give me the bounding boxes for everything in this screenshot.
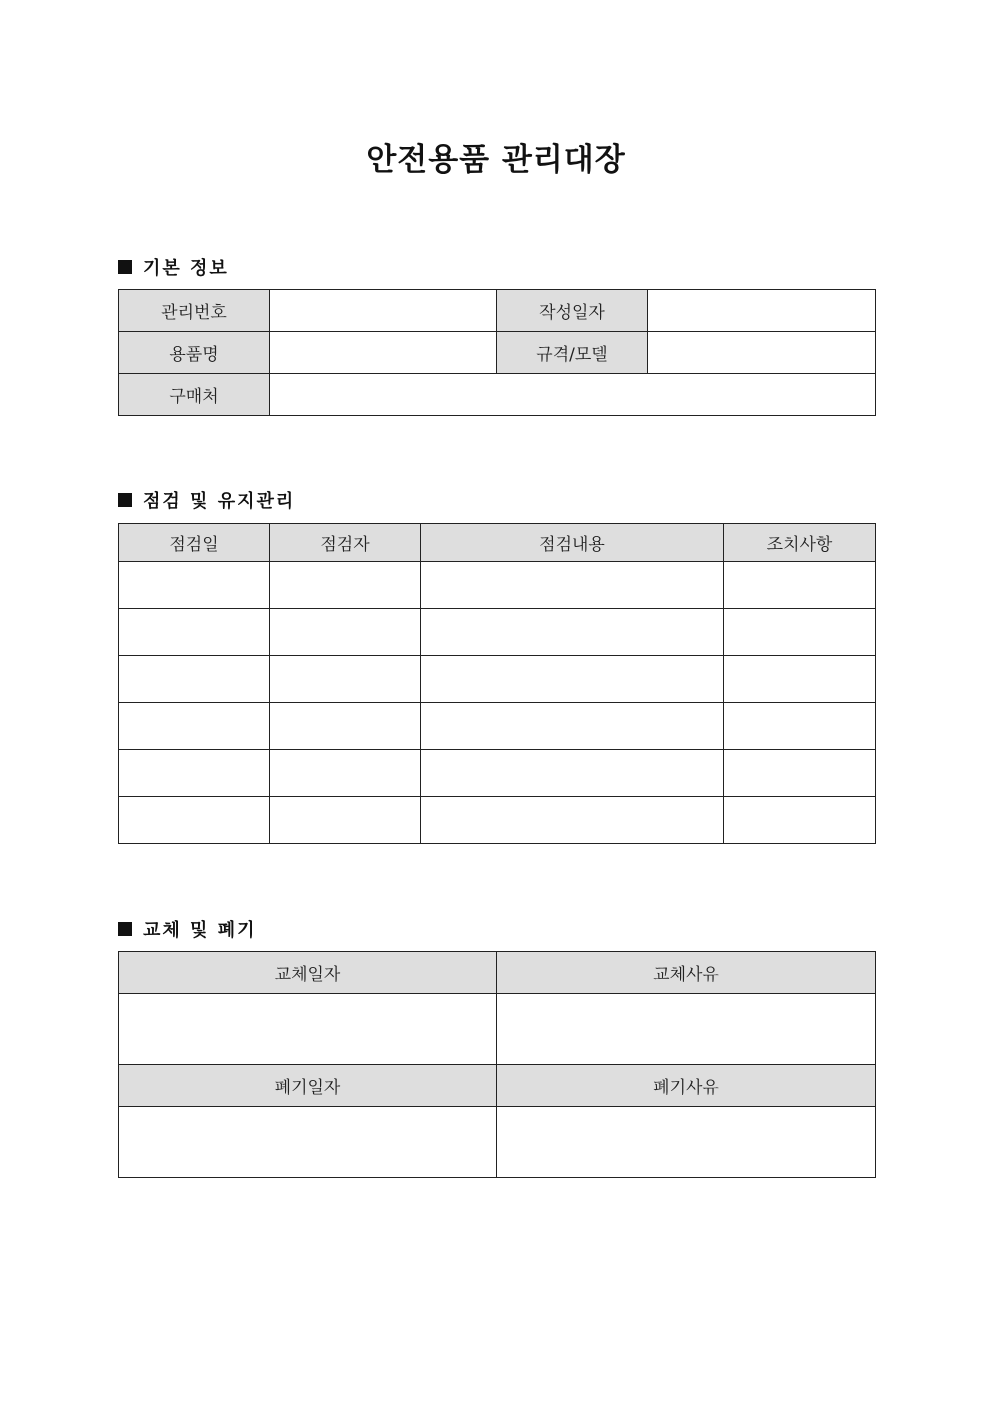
cell-inspector[interactable] [270,703,421,750]
label-management-no: 관리번호 [119,290,270,332]
cell-inspection-details[interactable] [421,656,724,703]
table-row [119,797,876,844]
column-header-inspection-date: 점검일 [119,524,270,562]
label-spec-model: 규격/모델 [497,332,648,374]
inspection-table [118,523,876,844]
table-row [119,562,876,609]
field-replace-reason[interactable] [497,994,876,1065]
cell-inspection-details[interactable] [421,750,724,797]
cell-inspection-date[interactable] [119,797,270,844]
cell-inspection-date[interactable] [119,609,270,656]
column-header-inspector: 점검자 [270,524,421,562]
cell-action-taken[interactable] [724,562,876,609]
field-spec-model[interactable] [648,332,876,374]
label-disposal-date: 폐기일자 [119,1065,497,1107]
square-bullet-icon [118,260,132,274]
page-title: 안전용품 관리대장 [366,142,626,178]
square-bullet-icon [118,922,132,936]
section-heading-replacement [118,916,256,942]
cell-action-taken[interactable] [724,750,876,797]
cell-inspection-details[interactable] [421,562,724,609]
cell-action-taken[interactable] [724,656,876,703]
section-title-replacement: 교체 및 폐기 [143,920,257,941]
table-row [119,703,876,750]
cell-inspection-date[interactable] [119,562,270,609]
table-row [119,609,876,656]
cell-inspection-date[interactable] [119,656,270,703]
label-item-name: 용품명 [119,332,270,374]
section-heading-basic [118,254,229,280]
table-row [119,750,876,797]
field-supplier[interactable] [270,374,876,416]
replacement-disposal-table [118,951,876,1178]
section-heading-inspection [118,487,295,513]
cell-inspection-details[interactable] [421,703,724,750]
field-item-name[interactable] [270,332,497,374]
field-date-written[interactable] [648,290,876,332]
cell-inspector[interactable] [270,609,421,656]
cell-inspection-date[interactable] [119,703,270,750]
cell-action-taken[interactable] [724,703,876,750]
cell-inspector[interactable] [270,797,421,844]
column-header-action-taken: 조치사항 [724,524,876,562]
cell-inspection-details[interactable] [421,609,724,656]
label-replace-date: 교체일자 [119,952,497,994]
column-header-inspection-details: 점검내용 [421,524,724,562]
field-replace-date[interactable] [119,994,497,1065]
field-disposal-date[interactable] [119,1107,497,1178]
field-disposal-reason[interactable] [497,1107,876,1178]
label-date-written: 작성일자 [497,290,648,332]
cell-inspector[interactable] [270,750,421,797]
basic-info-table [118,289,876,416]
label-replace-reason: 교체사유 [497,952,876,994]
square-bullet-icon [118,493,132,507]
section-title-inspection: 점검 및 유지관리 [143,491,296,512]
label-disposal-reason: 폐기사유 [497,1065,876,1107]
cell-inspection-date[interactable] [119,750,270,797]
section-title-basic: 기본 정보 [143,258,229,279]
cell-inspector[interactable] [270,562,421,609]
cell-inspector[interactable] [270,656,421,703]
field-management-no[interactable] [270,290,497,332]
label-supplier: 구매처 [119,374,270,416]
cell-inspection-details[interactable] [421,797,724,844]
table-row [119,656,876,703]
cell-action-taken[interactable] [724,797,876,844]
cell-action-taken[interactable] [724,609,876,656]
